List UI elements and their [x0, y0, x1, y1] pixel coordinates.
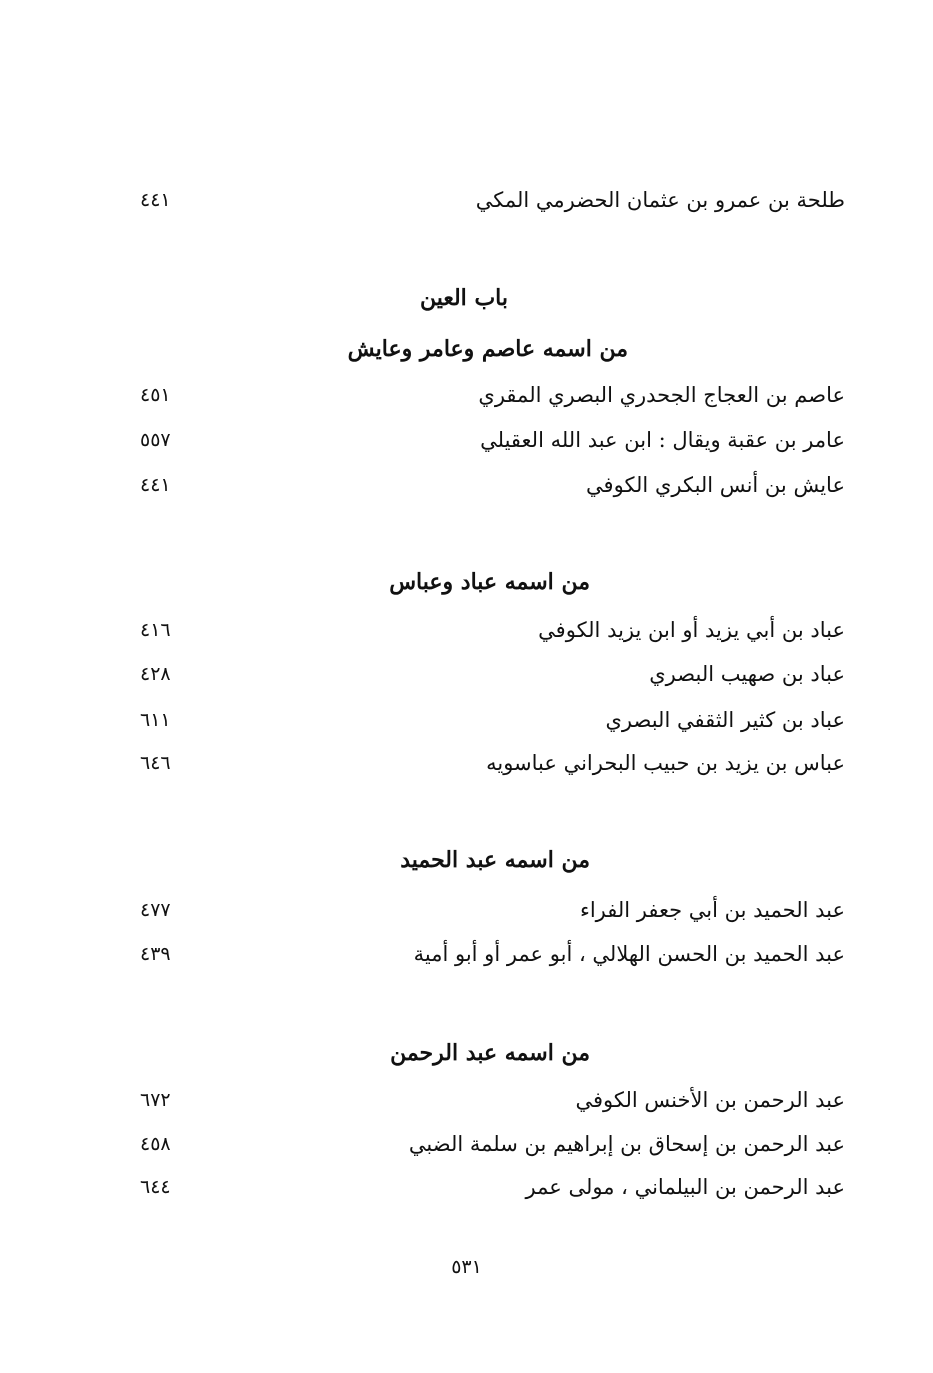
entry-page-number: ٤٢٨ — [140, 663, 171, 685]
index-entry — [140, 700, 845, 740]
entry-name: عامر بن عقبة ويقال : ابن عبد الله العقيلي — [480, 428, 845, 452]
entry-page-number: ٦٤٦ — [140, 752, 171, 774]
entry-name: عباس بن يزيد بن حبيب البحراني عباسويه — [486, 751, 845, 775]
entry-name: عباد بن صهيب البصري — [649, 662, 845, 686]
page-number: ٥٣١ — [451, 1256, 482, 1278]
index-entry — [140, 465, 845, 505]
entry-name: عاصم بن العجاج الجحدري البصري المقري — [478, 383, 845, 407]
index-entry — [140, 1124, 845, 1164]
entry-name: عبد الرحمن بن الأخنس الكوفي — [575, 1088, 845, 1112]
index-entry — [140, 610, 845, 650]
entry-name: طلحة بن عمرو بن عثمان الحضرمي المكي — [475, 188, 845, 212]
entry-name: عبد الحميد بن الحسن الهلالي ، أبو عمر أو أبو أمية — [413, 942, 845, 966]
index-entry — [140, 180, 845, 220]
index-entry — [140, 743, 845, 783]
entry-page-number: ٤٥١ — [140, 384, 171, 406]
entry-page-number: ٥٥٧ — [140, 429, 171, 451]
index-entry — [140, 420, 845, 460]
entry-name: عباد بن أبي يزيد أو ابن يزيد الكوفي — [538, 618, 845, 642]
entry-page-number: ٤١٦ — [140, 619, 171, 641]
entry-page-number: ٦٧٢ — [140, 1089, 171, 1111]
section-heading: من اسمه عبد الرحمن — [390, 1040, 590, 1066]
entry-name: عبد الرحمن بن البيلماني ، مولى عمر — [525, 1175, 845, 1199]
entry-page-number: ٦١١ — [140, 709, 171, 731]
index-entry — [140, 1167, 845, 1207]
entry-name: عبد الرحمن بن إسحاق بن إبراهيم بن سلمة الضبي — [408, 1132, 845, 1156]
entry-name: عباد بن كثير الثقفي البصري — [605, 708, 845, 732]
entry-name: عبد الحميد بن أبي جعفر الفراء — [579, 898, 845, 922]
entry-page-number: ٦٤٤ — [140, 1176, 171, 1198]
chapter-title: باب العين — [419, 285, 508, 311]
entry-page-number: ٤٧٧ — [140, 899, 171, 921]
index-entry — [140, 1080, 845, 1120]
entry-page-number: ٤٥٨ — [140, 1133, 171, 1155]
entry-name: عايش بن أنس البكري الكوفي — [586, 473, 845, 497]
section-heading: من اسمه عبد الحميد — [400, 847, 590, 873]
index-entry — [140, 934, 845, 974]
entry-page-number: ٤٣٩ — [140, 943, 171, 965]
entry-page-number: ٤٤١ — [140, 189, 171, 211]
entry-page-number: ٤٤١ — [140, 474, 171, 496]
section-heading: من اسمه عاصم وعامر وعايش — [347, 336, 628, 362]
index-entry — [140, 890, 845, 930]
index-entry — [140, 654, 845, 694]
section-heading: من اسمه عباد وعباس — [389, 569, 590, 595]
index-entry — [140, 375, 845, 415]
